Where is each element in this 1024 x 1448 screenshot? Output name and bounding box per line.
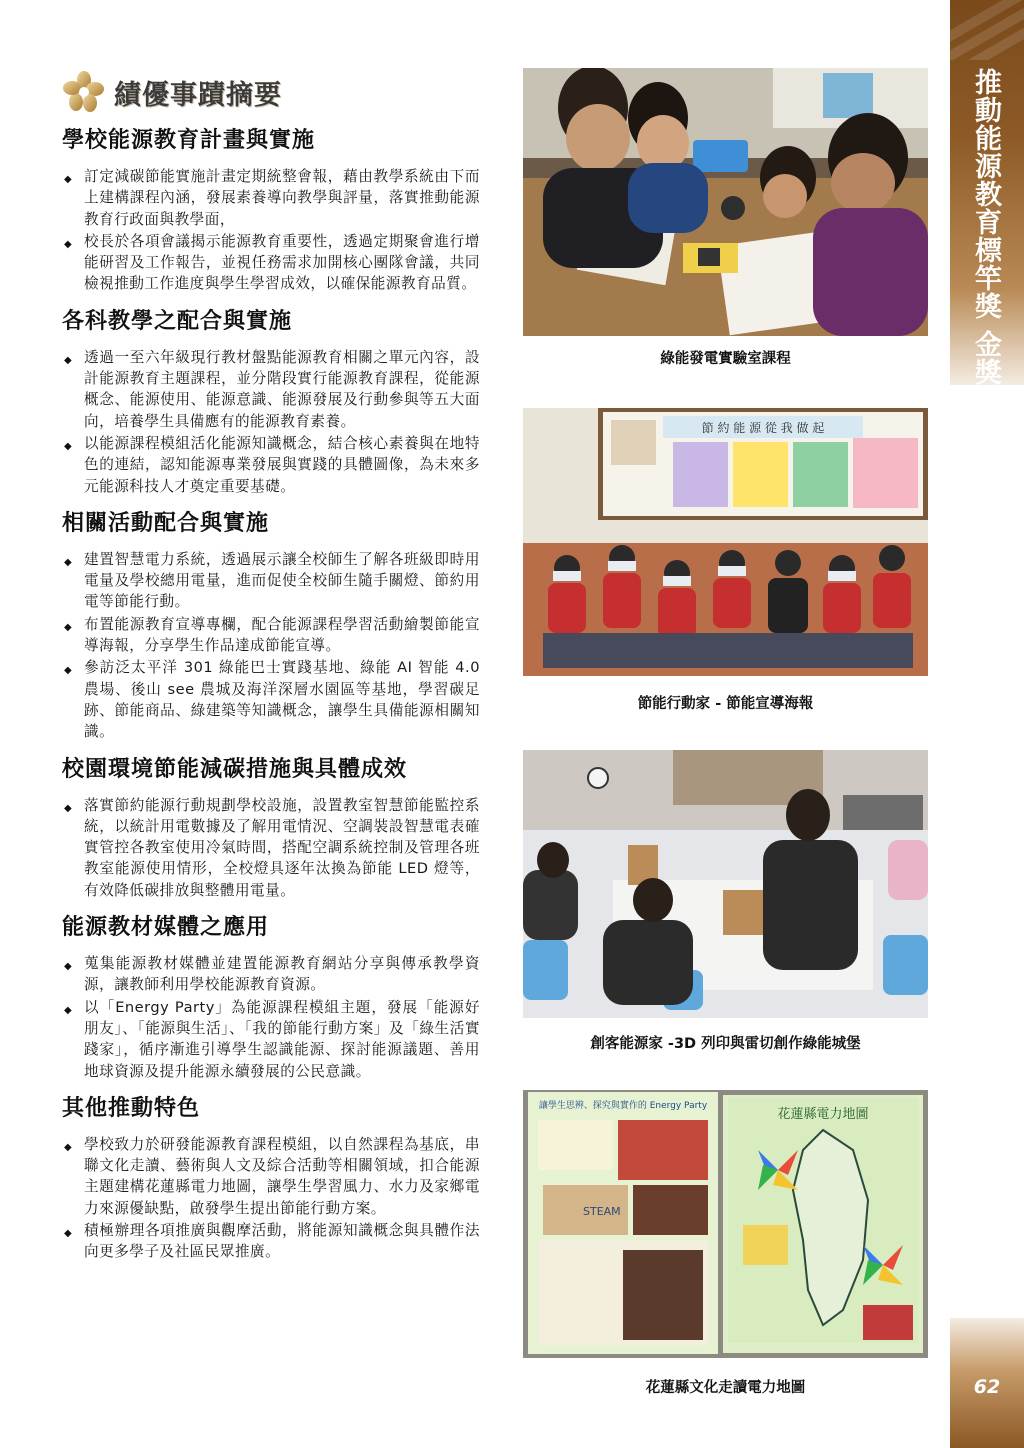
photo-caption: 花蓮縣文化走讀電力地圖: [645, 1380, 806, 1396]
bullet-text: 建置智慧電力系統，透過展示讓全校師生了解各班級即時用電量及學校總用電量，進而促使全校師生隨手關燈、節約用電等節能行動。: [84, 550, 480, 611]
flower-icon: [62, 70, 106, 114]
photo-power-map: [523, 1090, 928, 1358]
list-item: [62, 953, 480, 996]
section-title: 能源教材媒體之應用: [62, 915, 270, 941]
section-title: 各科教學之配合與實施: [62, 308, 293, 334]
bullet-text: 透過一至六年級現行教材盤點能源教育相關之單元內容，設計能源教育主題課程，並分階段實行能源教育課程，從能源概念、能源使用、能源意識、能源發展及行動參與等五大面向，培養學生具備應有的能源教育素養。: [84, 348, 480, 430]
diamond-bullet-icon: ◆: [64, 174, 73, 185]
photo-maker-castle: [523, 750, 928, 1018]
diamond-bullet-icon: ◆: [64, 621, 73, 633]
section-title: 相關活動配合與實施: [62, 510, 270, 536]
section: [62, 913, 480, 1082]
photo-lab-illustration: [523, 68, 928, 336]
list-item: [62, 549, 480, 613]
poster-header-text: 讓學生思辨、探究與實作的 Energy Party: [538, 1101, 708, 1111]
poster-banner-text: 節 約 能 源 從 我 做 起: [701, 421, 825, 435]
diamond-bullet-icon: ◆: [64, 802, 73, 814]
main-title: 績優事蹟摘要: [114, 79, 282, 111]
photo-maker-illustration: [523, 750, 928, 1018]
bullet-list: [62, 549, 480, 743]
bullet-text: 學校致力於研發能源教育課程模組，以自然課程為基底，串聯文化走讀、藝術與人文及綜合活動等相關領域，扣合能源主題建構花蓮縣電力地圖，讓學生學習風力、水力及家鄉電力來源優缺點，啟發學生提出節能行動方案。: [84, 1135, 480, 1217]
bullet-text: 以能源課程模組活化能源知識概念，結合核心素養與在地特色的連結，認知能源專業發展與實踐的具體圖像，為未來多元能源科技人才奠定重要基礎。: [84, 434, 480, 495]
bullet-text: 落實節約能源行動規劃學校設施，設置教室智慧節能監控系統，以統計用電數據及了解用電情況、空調裝設智慧電表確實管控各教室使用冷氣時間，搭配空調系統控制及管理各班教室能源使用情形，全校燈具逐年汰換為節能 LED 燈等，有效降低碳排放與整體用電量。: [84, 796, 480, 899]
photo-caption: 節能行動家 - 節能宣導海報: [637, 696, 814, 712]
list-item: [62, 1134, 480, 1219]
side-tab-stripes: [950, 0, 1024, 60]
list-item: [62, 997, 480, 1082]
page-number: 62: [973, 1376, 1001, 1398]
list-item: [62, 347, 480, 432]
bullet-text: 蒐集能源教材媒體並建置能源教育網站分享與傳承教學資源，讓教師利用學校能源教育資源。: [84, 955, 480, 994]
bullet-text: 積極辦理各項推廣與觀摩活動，將能源知識概念與具體作法向更多學子及社區民眾推廣。: [84, 1221, 480, 1261]
diamond-bullet-icon: ◆: [64, 354, 73, 366]
photo-caption: 創客能源家 -3D 列印與雷切創作綠能城堡: [590, 1036, 861, 1052]
map-title-text: 花蓮縣電力地圖: [777, 1107, 869, 1122]
bullet-text: 以「Energy Party」為能源課程模組主題，發展「能源好朋友」、「能源與生活」、「我的節能行動方案」及「綠生活實踐家」，循序漸進引導學生認識能源、探討能源議題、善用地球資源及提升能源永續發展的公民意識。: [84, 998, 480, 1080]
section-title: 其他推動特色: [62, 1095, 201, 1121]
bullet-list: [62, 347, 480, 497]
bullet-list: [62, 166, 480, 295]
side-tab-title: 推動能源教育標竿獎 金獎: [970, 68, 1001, 387]
diamond-bullet-icon: ◆: [64, 1004, 73, 1016]
steam-label: STEAM: [583, 1205, 621, 1218]
list-item: [62, 433, 480, 497]
list-item: [62, 657, 480, 742]
section: [62, 1094, 480, 1263]
bullet-text: 校長於各項會議揭示能源教育重要性，透過定期聚會進行增能研習及工作報告，並視任務需求加開核心團隊會議，共同檢視推動工作進度與學生學習成效，以確保能源教育品質。: [84, 232, 480, 293]
diamond-bullet-icon: ◆: [64, 665, 73, 677]
bullet-text: 布置能源教育宣導專欄，配合能源課程學習活動繪製節能宣導海報，分享學生作品達成節能宣導。: [84, 615, 480, 655]
diamond-bullet-icon: ◆: [64, 440, 73, 452]
section: [62, 307, 480, 497]
diamond-bullet-icon: ◆: [64, 1227, 73, 1239]
photo-energy-poster: [523, 408, 928, 676]
bullet-list: [62, 953, 480, 1082]
bullet-list: [62, 795, 480, 901]
left-column: [62, 126, 480, 1275]
list-item: [62, 1220, 480, 1263]
section-title: 學校能源教育計畫與實施: [62, 128, 316, 153]
bullet-text: 參訪泛太平洋 301 綠能巴士實踐基地、綠能 AI 智能 4.0 農場、後山 see 農城及海洋深層水園區等基地，學習碳足跡、節能商品、綠建築等知識概念，讓學生具備能源相關知識。: [84, 659, 480, 741]
bullet-text: 訂定減碳節能實施計畫定期統整會報，藉由教學系統由下而上建構課程內涵，發展素養導向教學與評量，落實推動能源教育行政面與教學面，: [84, 168, 480, 228]
section-title: 校園環境節能減碳措施與具體成效: [62, 756, 408, 782]
diamond-bullet-icon: ◆: [64, 556, 73, 568]
list-item: [62, 614, 480, 657]
section: [62, 755, 480, 901]
list-item: [62, 166, 480, 230]
main-heading: [62, 70, 282, 114]
diamond-bullet-icon: ◆: [64, 961, 73, 973]
photo-poster-illustration: [523, 408, 928, 676]
diamond-bullet-icon: ◆: [64, 238, 73, 250]
photo-green-energy-lab: [523, 68, 928, 336]
section: [62, 509, 480, 743]
photo-caption: 綠能發電實驗室課程: [660, 351, 791, 367]
list-item: [62, 795, 480, 901]
photo-map-illustration: [523, 1090, 928, 1358]
list-item: [62, 231, 480, 295]
bullet-list: [62, 1134, 480, 1263]
section: [62, 126, 480, 295]
diamond-bullet-icon: ◆: [64, 1141, 73, 1153]
